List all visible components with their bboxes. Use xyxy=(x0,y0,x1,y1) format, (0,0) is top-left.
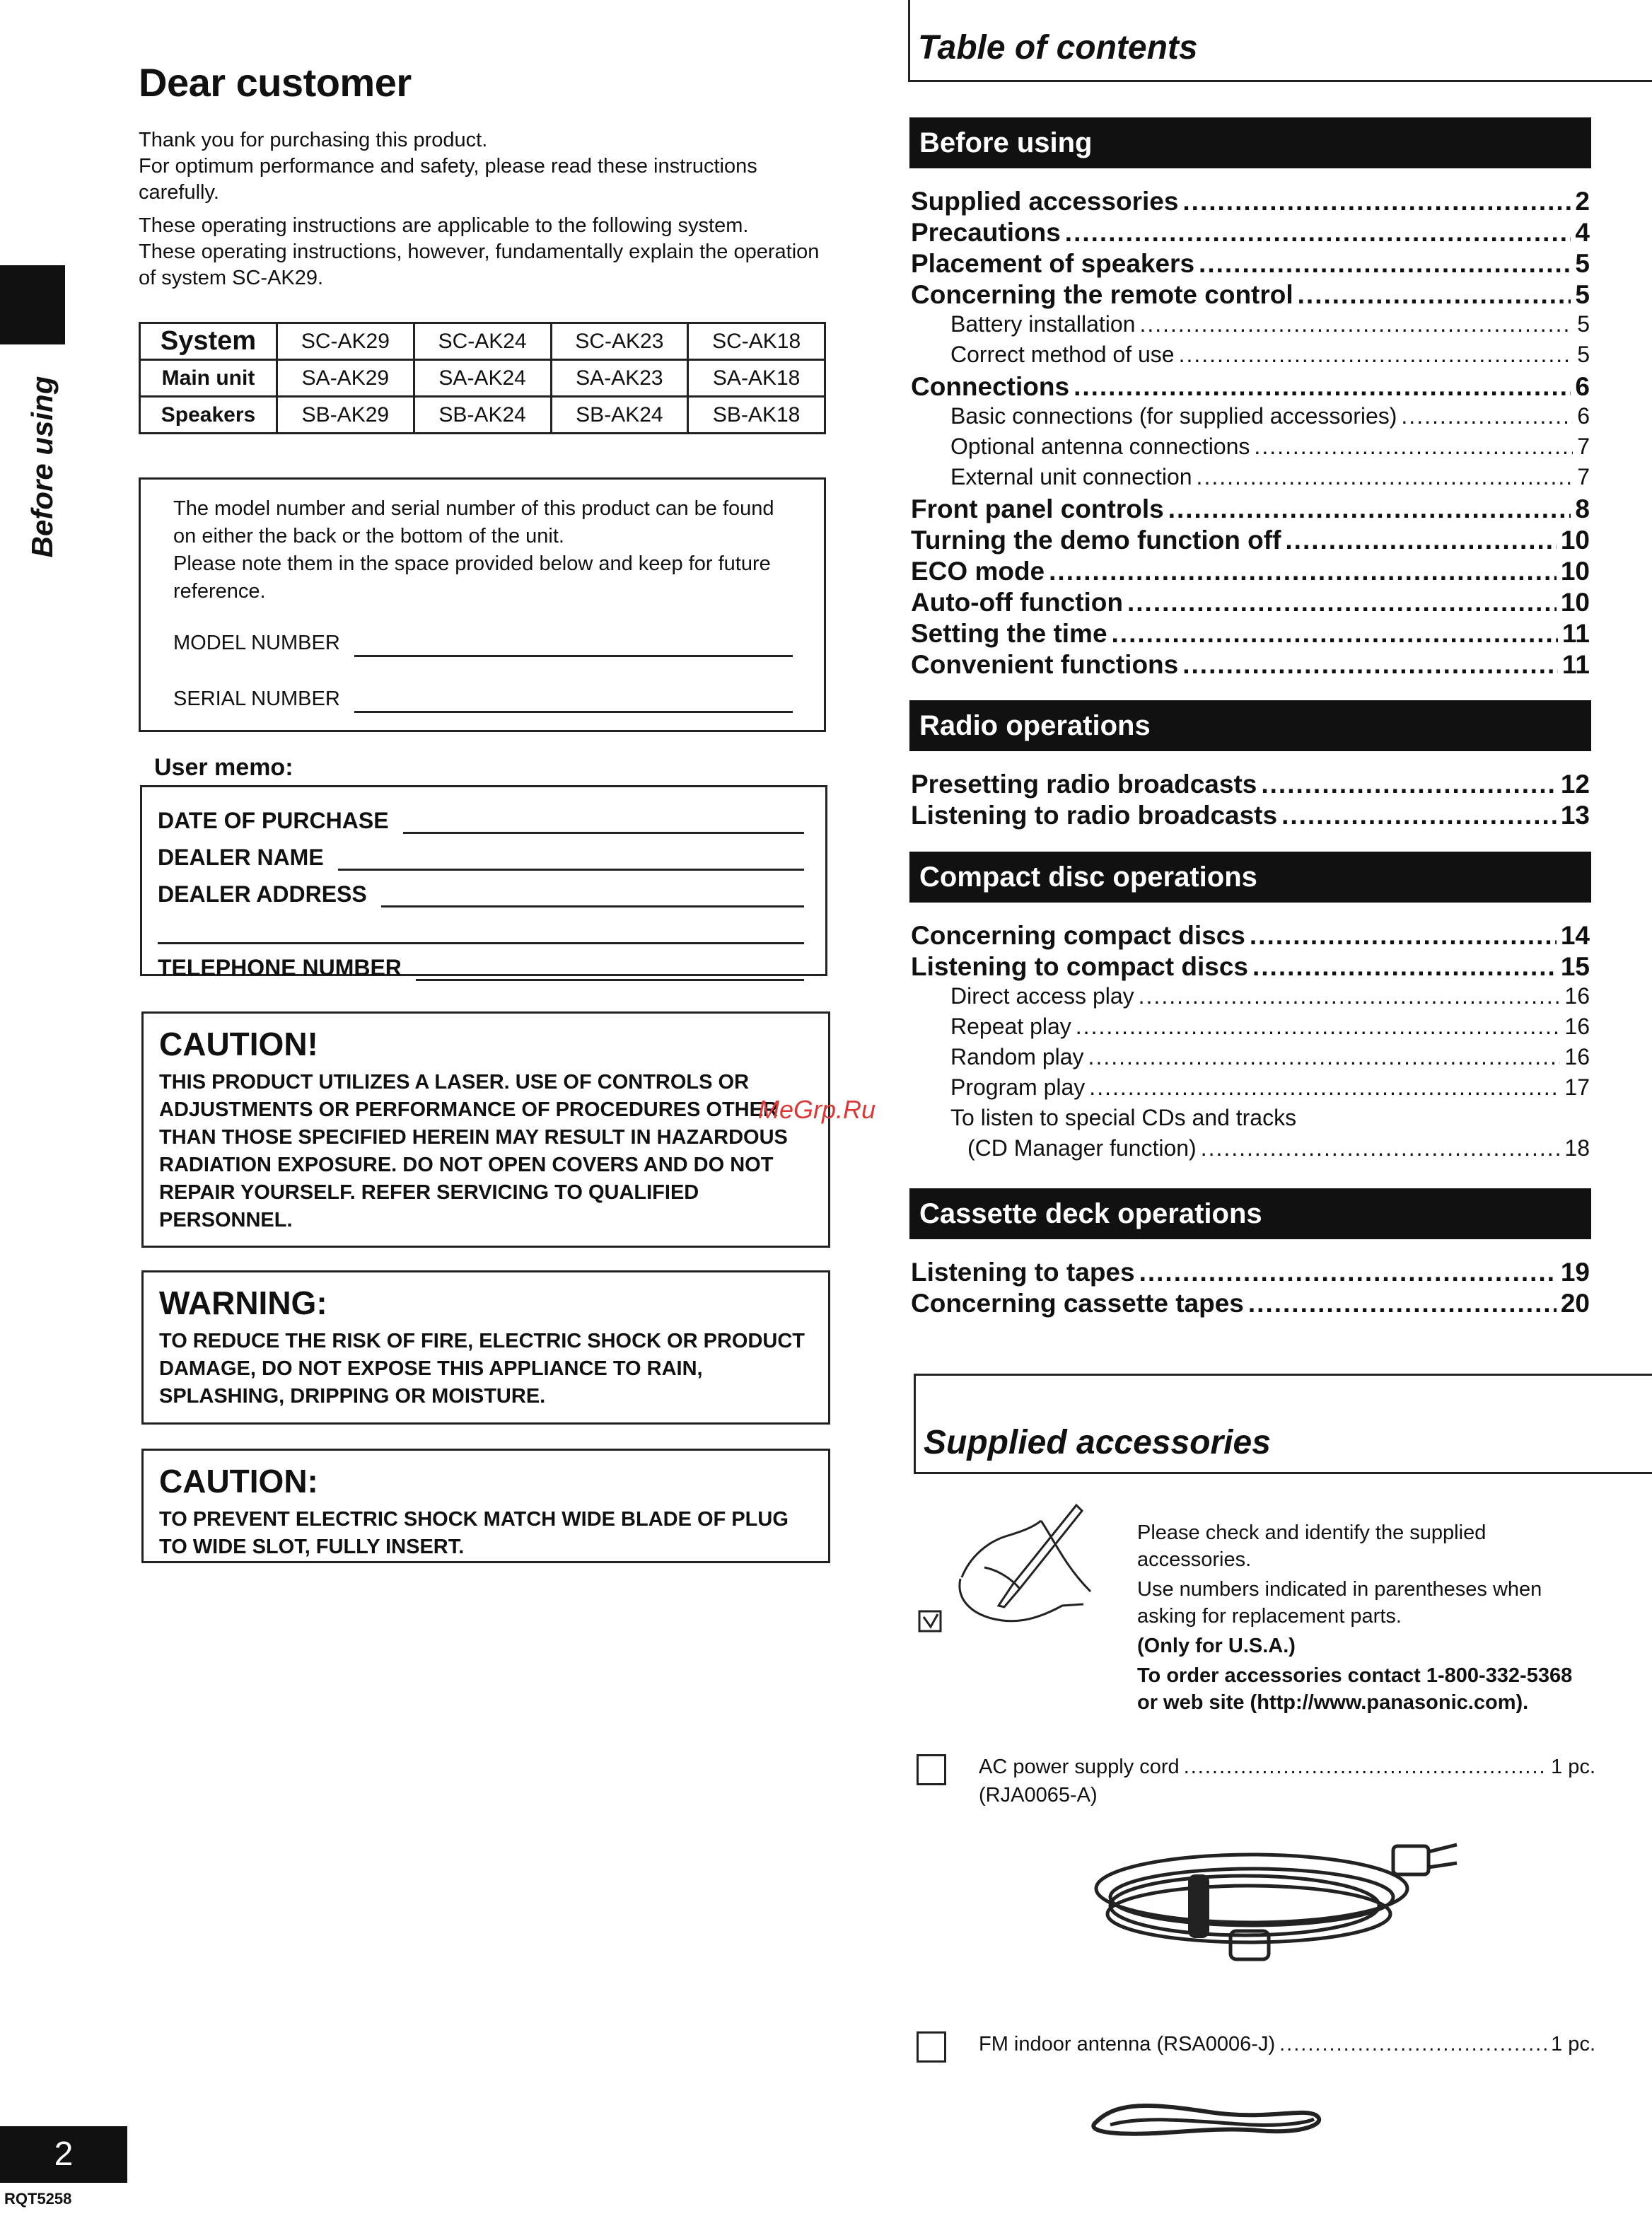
toc-entry-label: Concerning the remote control xyxy=(911,280,1293,309)
system-table-row xyxy=(140,397,825,434)
leader-dots xyxy=(1139,983,1561,1009)
toc-entry[interactable] xyxy=(911,403,1590,434)
page-number: 2 xyxy=(0,2126,127,2183)
page-title: Dear customer xyxy=(139,60,412,105)
accessory-quantity: 1 pc. xyxy=(1551,2033,1595,2055)
toc-entry-label: Basic connections (for supplied accessories) xyxy=(950,403,1397,429)
toc-section-heading: Before using xyxy=(909,117,1591,168)
leader-dots xyxy=(1168,494,1571,524)
section-tab-block xyxy=(0,265,65,344)
toc-entry-label: Repeat play xyxy=(950,1014,1071,1039)
user-memo-title: User memo: xyxy=(154,754,293,781)
toc-entry-page: 20 xyxy=(1560,1289,1590,1318)
system-table-cell: SA-AK24 xyxy=(414,360,551,397)
toc-section-heading: Compact disc operations xyxy=(909,852,1591,903)
toc-entry-label: Optional antenna connections xyxy=(950,434,1250,459)
serial-number-field[interactable] xyxy=(173,685,793,713)
toc-entry[interactable] xyxy=(911,249,1590,280)
system-table-cell: SA-AK23 xyxy=(551,360,688,397)
toc-entry[interactable] xyxy=(911,526,1590,557)
laser-caution-title: CAUTION! xyxy=(159,1026,318,1062)
accessory-ac-cord xyxy=(979,1753,1595,1809)
toc-entry-page: 10 xyxy=(1560,588,1590,617)
toc-entry-page: 7 xyxy=(1577,434,1590,459)
field-line xyxy=(416,960,804,981)
watermark: MeGrp.Ru xyxy=(758,1095,876,1124)
fire-warning-box xyxy=(141,1270,830,1425)
toc-entry[interactable] xyxy=(911,1289,1590,1320)
toc-entry-label: Battery installation xyxy=(950,311,1136,337)
toc-entry-label: Auto-off function xyxy=(911,588,1123,617)
toc-section-heading: Radio operations xyxy=(909,700,1591,751)
fire-warning-title: WARNING: xyxy=(159,1285,327,1321)
dealer-address-field[interactable] xyxy=(158,871,804,907)
toc-entry-label: Connections xyxy=(911,372,1070,401)
leader-dots xyxy=(1074,372,1571,402)
toc-entry-page: 17 xyxy=(1564,1074,1590,1100)
toc-section-heading: Cassette deck operations xyxy=(909,1188,1591,1239)
leader-dots xyxy=(1179,342,1574,368)
toc-entry-page: 5 xyxy=(1577,342,1590,367)
intro-line: These operating instructions are applicable to the following system. These operating instructions, however, fundamentally explain the operation of system SC-AK29. xyxy=(139,214,820,289)
leader-dots xyxy=(1089,1074,1560,1101)
leader-dots xyxy=(1261,770,1556,799)
leader-dots xyxy=(1401,403,1573,429)
toc-entry-label: Listening to radio broadcasts xyxy=(911,801,1278,830)
toc-entry-page: 4 xyxy=(1575,218,1590,247)
plug-caution-box xyxy=(141,1449,830,1563)
leader-dots xyxy=(1076,1014,1561,1040)
leader-dots xyxy=(1184,1753,1547,1781)
toc-entry-page: 5 xyxy=(1575,249,1590,278)
accessory-part-number: (RJA0065-A) xyxy=(979,1784,1098,1807)
leader-dots xyxy=(1065,218,1571,248)
toc-entry-label: To listen to special CDs and tracks xyxy=(950,1105,1297,1130)
system-table-cell: SB-AK24 xyxy=(414,397,551,434)
toc-entry-page: 6 xyxy=(1577,403,1590,429)
leader-dots xyxy=(1281,801,1557,830)
accessory-name: AC power supply cord xyxy=(979,1756,1180,1778)
checkbox-fm-antenna[interactable] xyxy=(917,2031,946,2063)
toc-entry-label: Random play xyxy=(950,1044,1084,1069)
system-table-row-header: Main unit xyxy=(140,360,277,397)
toc-entry-label: ECO mode xyxy=(911,557,1045,586)
toc-entry[interactable] xyxy=(911,342,1590,372)
toc-entry-page: 8 xyxy=(1575,494,1590,523)
fire-warning-text: TO REDUCE THE RISK OF FIRE, ELECTRIC SHOCK OR PRODUCT DAMAGE, DO NOT EXPOSE THIS APPLIANCE TO RAIN, SPLASHING, DRIPPING OR MOISTURE. xyxy=(159,1330,805,1408)
toc-entry[interactable] xyxy=(911,557,1590,588)
leader-dots xyxy=(1197,464,1574,490)
toc-entry-label: Direct access play xyxy=(950,983,1134,1009)
model-number-line xyxy=(354,639,793,657)
system-table-row xyxy=(140,360,825,397)
accessory-fm-antenna xyxy=(979,2030,1595,2058)
date-of-purchase-label: DATE OF PURCHASE xyxy=(158,808,389,833)
toc-entry-page: 16 xyxy=(1564,1014,1590,1039)
leader-dots xyxy=(1182,187,1571,216)
serial-number-label: SERIAL NUMBER xyxy=(173,688,340,710)
leader-dots xyxy=(1139,311,1573,337)
toc-section-list xyxy=(911,770,1590,832)
toc-entry-page: 16 xyxy=(1564,983,1590,1009)
model-number-label: MODEL NUMBER xyxy=(173,632,340,654)
toc-entry-page: 15 xyxy=(1560,952,1590,981)
toc-entry-label: Supplied accessories xyxy=(911,187,1179,216)
dealer-address-label: DEALER ADDRESS xyxy=(158,881,367,907)
leader-dots xyxy=(1139,1258,1557,1287)
serial-instructions: The model number and serial number of this product can be found on either the back or the bottom of the unit. Please note them in the space provided below and keep for future reference. xyxy=(173,497,774,603)
toc-section-list xyxy=(911,1258,1590,1320)
toc-entry[interactable] xyxy=(911,1044,1590,1074)
leader-dots xyxy=(1049,557,1557,586)
leader-dots xyxy=(1182,650,1558,680)
document-code: RQT5258 xyxy=(4,2190,72,2208)
leader-dots xyxy=(1127,588,1557,617)
system-table-cell: SC-AK18 xyxy=(688,323,825,360)
field-line xyxy=(338,849,804,871)
leader-dots xyxy=(1248,1289,1557,1318)
toc-entry[interactable] xyxy=(911,1105,1590,1135)
toc-entry[interactable] xyxy=(911,434,1590,464)
toc-entry-label: Concerning cassette tapes xyxy=(911,1289,1244,1318)
serial-number-box xyxy=(139,477,826,732)
toc-entry-page: 12 xyxy=(1560,770,1590,799)
toc-entry-label: Precautions xyxy=(911,218,1061,247)
toc-entry[interactable] xyxy=(911,187,1590,218)
leader-dots xyxy=(1201,1135,1561,1161)
toc-entry[interactable] xyxy=(911,1074,1590,1105)
toc-entry-label: Presetting radio broadcasts xyxy=(911,770,1257,799)
accessories-parts-text: Use numbers indicated in parentheses when asking for replacement parts. xyxy=(1137,1578,1542,1628)
toc-entry-label: Program play xyxy=(950,1074,1086,1100)
model-number-field[interactable] xyxy=(173,630,793,657)
toc-entry-label: Front panel controls xyxy=(911,494,1164,523)
toc-entry-label: Placement of speakers xyxy=(911,249,1195,278)
toc-entry-page: 7 xyxy=(1577,464,1590,489)
fm-antenna-illustration xyxy=(1089,2094,1330,2150)
toc-entry-page: 14 xyxy=(1560,921,1590,950)
leader-dots xyxy=(1199,249,1571,279)
toc-entry[interactable] xyxy=(911,801,1590,832)
toc-entry[interactable] xyxy=(911,983,1590,1014)
toc-entry[interactable] xyxy=(911,619,1590,650)
toc-section-list xyxy=(911,187,1590,681)
system-table-row-header: System xyxy=(140,323,277,360)
toc-entry[interactable] xyxy=(911,280,1590,311)
system-table-cell: SB-AK29 xyxy=(277,397,414,434)
system-table-cell: SA-AK29 xyxy=(277,360,414,397)
toc-entry-label: External unit connection xyxy=(950,464,1192,489)
system-table-cell: SC-AK24 xyxy=(414,323,551,360)
toc-entry-label: Listening to tapes xyxy=(911,1258,1135,1287)
user-memo-box xyxy=(140,785,827,980)
plug-caution-text: TO PREVENT ELECTRIC SHOCK MATCH WIDE BLADE OF PLUG TO WIDE SLOT, FULLY INSERT. xyxy=(159,1508,789,1558)
leader-dots xyxy=(1088,1044,1561,1070)
toc-entry-page: 5 xyxy=(1577,311,1590,337)
field-line xyxy=(381,886,804,907)
toc-entry[interactable] xyxy=(911,464,1590,494)
toc-entry-page: 11 xyxy=(1561,650,1590,679)
toc-entry-label: Turning the demo function off xyxy=(911,526,1281,555)
checkbox-ac-cord[interactable] xyxy=(917,1754,946,1785)
toc-entry-page: 18 xyxy=(1564,1135,1590,1161)
toc-entry-page: 13 xyxy=(1560,801,1590,830)
ac-cord-illustration xyxy=(1082,1832,1478,1973)
leader-dots xyxy=(1252,952,1557,982)
laser-caution-text: THIS PRODUCT UTILIZES A LASER. USE OF CONTROLS OR ADJUSTMENTS OR PERFORMANCE OF PROCEDURES OTHER THAN THOSE SPECIFIED HEREIN MAY RESULT IN HAZARDOUS RADIATION EXPOSURE. DO NOT OPEN COVERS AND DO NOT REPAIR YOURSELF. REFER SERVICING TO QUALIFIED PERSONNEL. xyxy=(159,1071,788,1231)
dealer-address-line-2[interactable] xyxy=(158,907,804,944)
toc-title: Table of contents xyxy=(918,29,1198,66)
toc-entry-page: 16 xyxy=(1564,1044,1590,1069)
accessories-instructions xyxy=(1137,1519,1597,1719)
system-table-cell: SB-AK18 xyxy=(688,397,825,434)
toc-entry[interactable] xyxy=(911,1014,1590,1044)
toc-entry[interactable] xyxy=(911,650,1590,681)
toc-entry[interactable] xyxy=(911,1258,1590,1289)
toc-entry[interactable] xyxy=(911,372,1590,403)
accessory-name: FM indoor antenna (RSA0006-J) xyxy=(979,2033,1276,2055)
system-table-row xyxy=(140,323,825,360)
system-table-cell: SA-AK18 xyxy=(688,360,825,397)
dealer-name-label: DEALER NAME xyxy=(158,845,324,870)
toc-entry-page: 5 xyxy=(1575,280,1590,309)
toc-entry[interactable] xyxy=(911,218,1590,249)
toc-entry-label: Listening to compact discs xyxy=(911,952,1248,981)
toc-entry-page: 10 xyxy=(1560,557,1590,586)
toc-entry-label: Concerning compact discs xyxy=(911,921,1245,950)
leader-dots xyxy=(1279,2030,1547,2058)
field-line xyxy=(403,813,804,834)
toc-entry-label: (CD Manager function) xyxy=(967,1135,1197,1161)
toc-entry-page: 11 xyxy=(1561,619,1590,648)
intro-line: Thank you for purchasing this product. For optimum performance and safety, please read these instructions carefully. xyxy=(139,129,757,204)
system-table-cell: SB-AK24 xyxy=(551,397,688,434)
toc-entry-label: Convenient functions xyxy=(911,650,1179,679)
toc-entry[interactable] xyxy=(911,494,1590,526)
toc-entry[interactable] xyxy=(911,952,1590,983)
toc-entry-page: 19 xyxy=(1560,1258,1590,1287)
date-of-purchase-field[interactable] xyxy=(158,797,804,834)
leader-dots xyxy=(1112,619,1558,649)
leader-dots xyxy=(1254,434,1573,460)
dealer-name-field[interactable] xyxy=(158,834,804,871)
telephone-number-label: TELEPHONE NUMBER xyxy=(158,955,402,980)
system-table xyxy=(139,322,826,434)
leader-dots xyxy=(1250,921,1557,951)
toc-section-list xyxy=(911,921,1590,1166)
toc-entry-page: 2 xyxy=(1575,187,1590,216)
telephone-number-field[interactable] xyxy=(158,944,804,981)
toc-entry-page: 6 xyxy=(1575,372,1590,401)
toc-entry[interactable] xyxy=(911,588,1590,619)
laser-caution-box xyxy=(141,1011,830,1248)
system-table-cell: SC-AK29 xyxy=(277,323,414,360)
accessories-title: Supplied accessories xyxy=(924,1424,1271,1461)
serial-number-line xyxy=(354,695,793,713)
plug-caution-title: CAUTION: xyxy=(159,1463,318,1500)
accessories-check-text: Please check and identify the supplied accessories. xyxy=(1137,1521,1487,1571)
usa-note: (Only for U.S.A.) xyxy=(1137,1635,1296,1657)
hand-checking-icon xyxy=(914,1500,1105,1641)
order-contact: To order accessories contact 1-800-332-5368 or web site (http://www.panasonic.com). xyxy=(1137,1664,1573,1714)
system-table-cell: SC-AK23 xyxy=(551,323,688,360)
leader-dots xyxy=(1298,280,1571,310)
system-table-row-header: Speakers xyxy=(140,397,277,434)
toc-entry[interactable] xyxy=(911,770,1590,801)
intro-text xyxy=(139,127,829,298)
toc-entry-label: Correct method of use xyxy=(950,342,1175,367)
toc-entry[interactable] xyxy=(911,311,1590,342)
toc-entry[interactable] xyxy=(911,921,1590,952)
toc-entry-label: Setting the time xyxy=(911,619,1107,648)
accessory-quantity: 1 pc. xyxy=(1551,1756,1595,1778)
leader-dots xyxy=(1285,526,1556,555)
toc-entry[interactable] xyxy=(911,1135,1590,1166)
toc-entry-page: 10 xyxy=(1560,526,1590,555)
section-tab-label: Before using xyxy=(25,376,59,558)
